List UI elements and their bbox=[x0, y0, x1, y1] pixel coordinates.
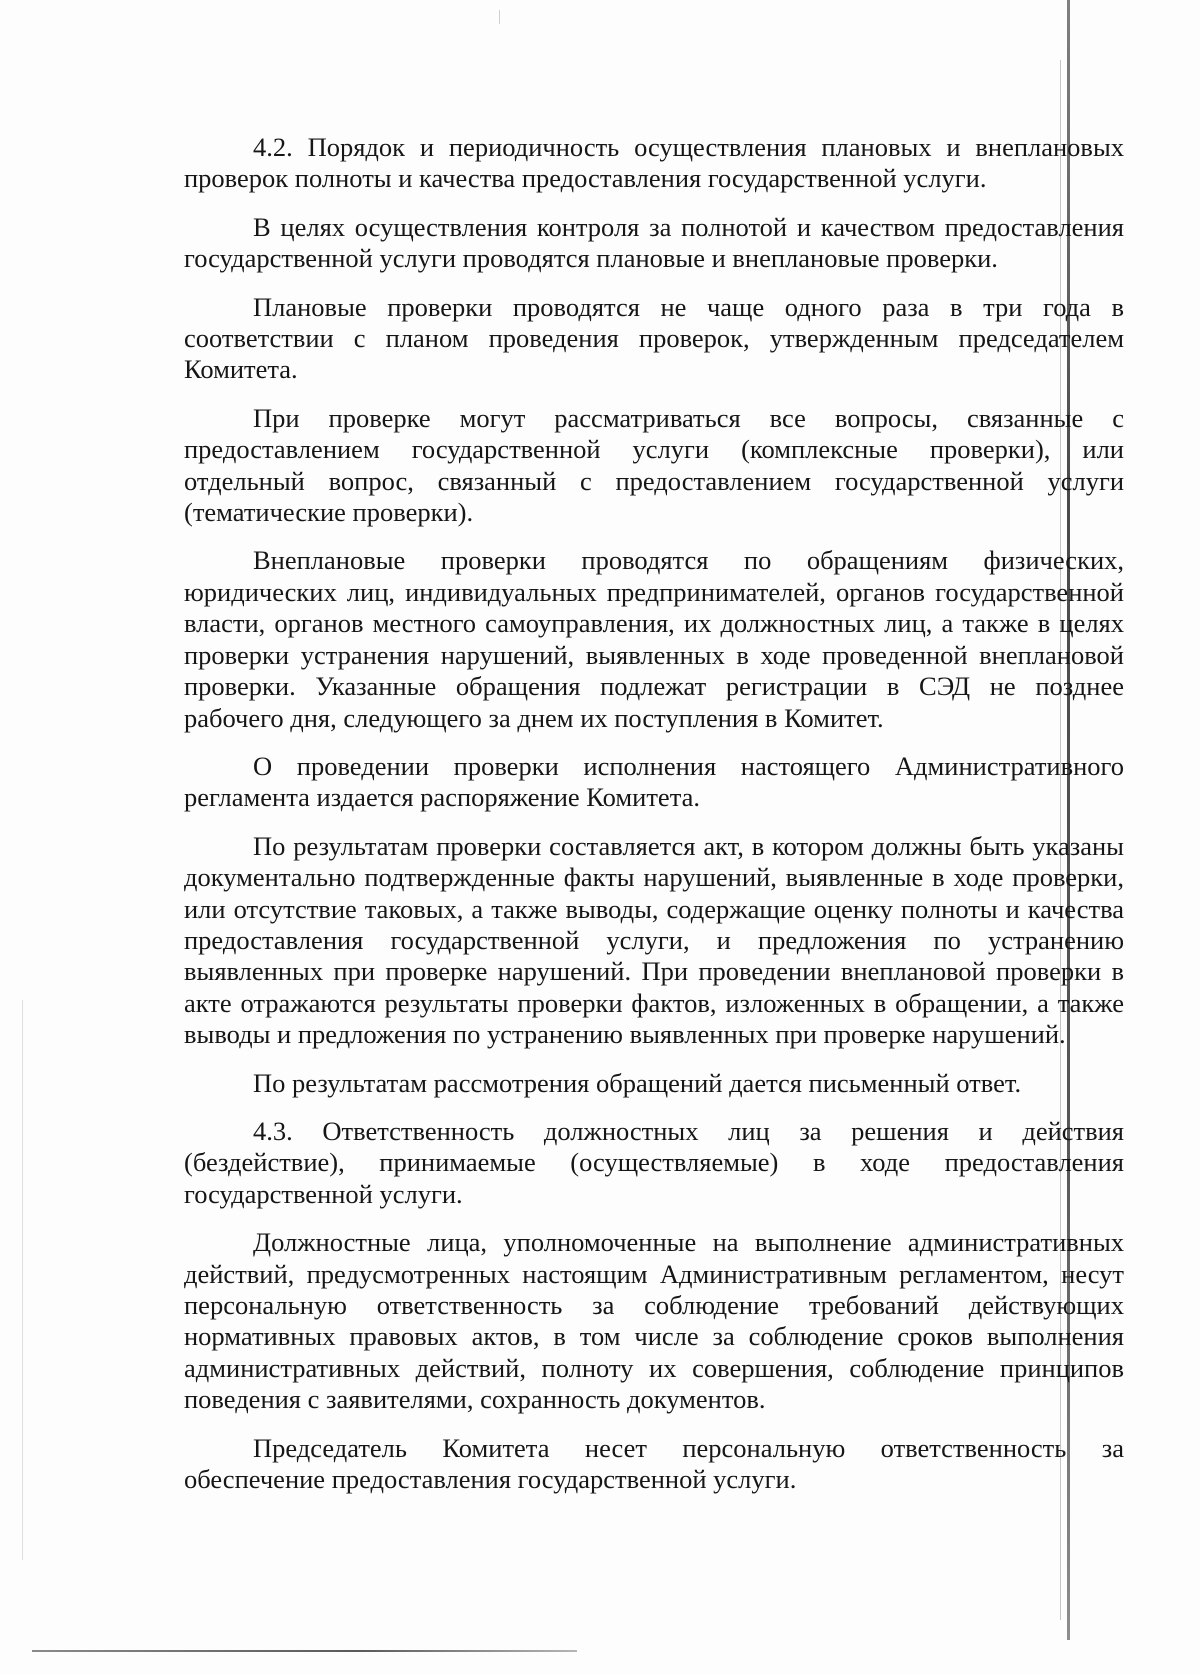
paragraph-unplanned-checks: Внеплановые проверки проводятся по обращениям физических, юридических лиц, индивидуальных предпринимателей, органов государственной власти, органов местного самоуправления, их должностных лиц, а также в целях проверки устранения нарушений, выявленных в ходе проведенной внеплановой проверки. Указанные обращения подлежат регистрации в СЭД не позднее рабочего дня, следующего за днем их поступления в Комитет. bbox=[184, 545, 1124, 733]
paragraph-written-response: По результатам рассмотрения обращений дается письменный ответ. bbox=[253, 1067, 1022, 1098]
paragraph-check-act: По результатам проверки составляется акт, в котором должны быть указаны документально подтвержденные факты нарушений, выявленные в ходе проверки, или отсутствие таковых, а также выводы, содержащие оценку полноты и качества предоставления государственной услуги, и предложения по устранению выявленных при проверке нарушений. При проведении внеплановой проверки в акте отражаются результаты проверки фактов, изложенных в обращении, а также выводы и предложения по устранению выявленных при проверке нарушений. bbox=[184, 830, 1124, 1050]
scan-artifact-left-edge bbox=[22, 1000, 23, 1560]
paragraph-check-scope: При проверке могут рассматриваться все вопросы, связанные с предоставлением государственной услуги (комплексные проверки), или отдельный вопрос, связанный с предоставлением государственной услуги (тематические проверки). bbox=[184, 402, 1124, 528]
paragraph-officials-responsibility: Должностные лица, уполномоченные на выполнение административных действий, предусмотренных настоящим Административным регламентом, несут персональную ответственность за соблюдение требований действующих нормативных правовых актов, в том числе за соблюдение сроков выполнения административных действий, полноту их совершения, соблюдение принципов поведения с заявителями, сохранность документов. bbox=[184, 1227, 1124, 1415]
document-body bbox=[184, 132, 1124, 1512]
scan-artifact-top-mark bbox=[499, 10, 500, 24]
paragraph-planned-checks: Плановые проверки проводятся не чаще одного раза в три года в соответствии с планом проведения проверок, утвержденным председателем Комитета. bbox=[184, 291, 1124, 385]
section-4-2-heading: 4.2. Порядок и периодичность осуществления плановых и внеплановых проверок полноты и качества предоставления государственной услуги. bbox=[184, 132, 1124, 194]
paragraph-control-purpose: В целях осуществления контроля за полнотой и качеством предоставления государственной услуги проводятся плановые и внеплановые проверки. bbox=[184, 211, 1124, 274]
paragraph-chairman-responsibility: Председатель Комитета несет персональную ответственность за обеспечение предоставления государственной услуги. bbox=[184, 1432, 1124, 1495]
section-4-3-heading: 4.3. Ответственность должностных лиц за решения и действия (бездействие), принимаемые (осуществляемые) в ходе предоставления государственной услуги. bbox=[184, 1115, 1124, 1209]
scan-artifact-bottom-edge bbox=[32, 1650, 577, 1652]
paragraph-check-order: О проведении проверки исполнения настоящего Административного регламента издается распоряжение Комитета. bbox=[184, 750, 1124, 813]
